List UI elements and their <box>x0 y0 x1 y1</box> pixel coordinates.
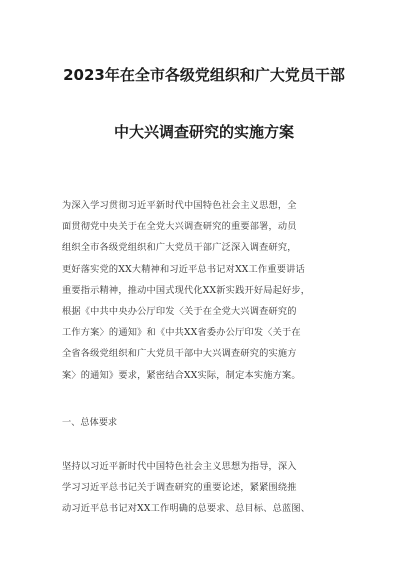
intro-line: 工作方案〉的通知》和《中共XX省委办公厅印发〈关于在 <box>62 327 301 339</box>
intro-line: 全省各级党组织和广大党员干部中大兴调查研究的实施方 <box>62 348 297 360</box>
section1-paragraph <box>62 456 352 520</box>
intro-line: 重要指示精神，推动中国式现代化XX新实践开好局起好步， <box>62 284 311 296</box>
intro-line: 案〉的通知》要求，紧密结合XX实际，制定本实施方案。 <box>62 369 301 381</box>
section1-line: 坚持以习近平新时代中国特色社会主义思想为指导，深入 <box>62 461 297 472</box>
document-title-line2: 中大兴调查研究的实施方案 <box>113 123 294 141</box>
section1-line: 动习近平总书记对XX工作明确的总要求、总目标、总蓝图、 <box>62 503 311 515</box>
intro-line: 面贯彻党中央关于在全党大兴调查研究的重要部署，动员 <box>62 221 297 233</box>
intro-line: 为深入学习贯彻习近平新时代中国特色社会主义思想，全 <box>62 200 297 211</box>
intro-line: 更好落实党的XX大精神和习近平总书记对XX工作重要讲话 <box>62 263 305 275</box>
section-heading: 一、总体要求 <box>62 417 118 428</box>
intro-line: 根据《中共中央办公厅印发〈关于在全党大兴调查研究的 <box>62 305 297 317</box>
document-title-line1: 2023年在全市各级党组织和广大党员干部 <box>63 66 345 84</box>
section1-line: 学习习近平总书记关于调查研究的重要论述，紧紧围绕推 <box>62 482 297 494</box>
intro-paragraph <box>62 195 352 386</box>
intro-line: 组织全市各级党组织和广大党员干部广泛深入调查研究， <box>62 242 297 254</box>
